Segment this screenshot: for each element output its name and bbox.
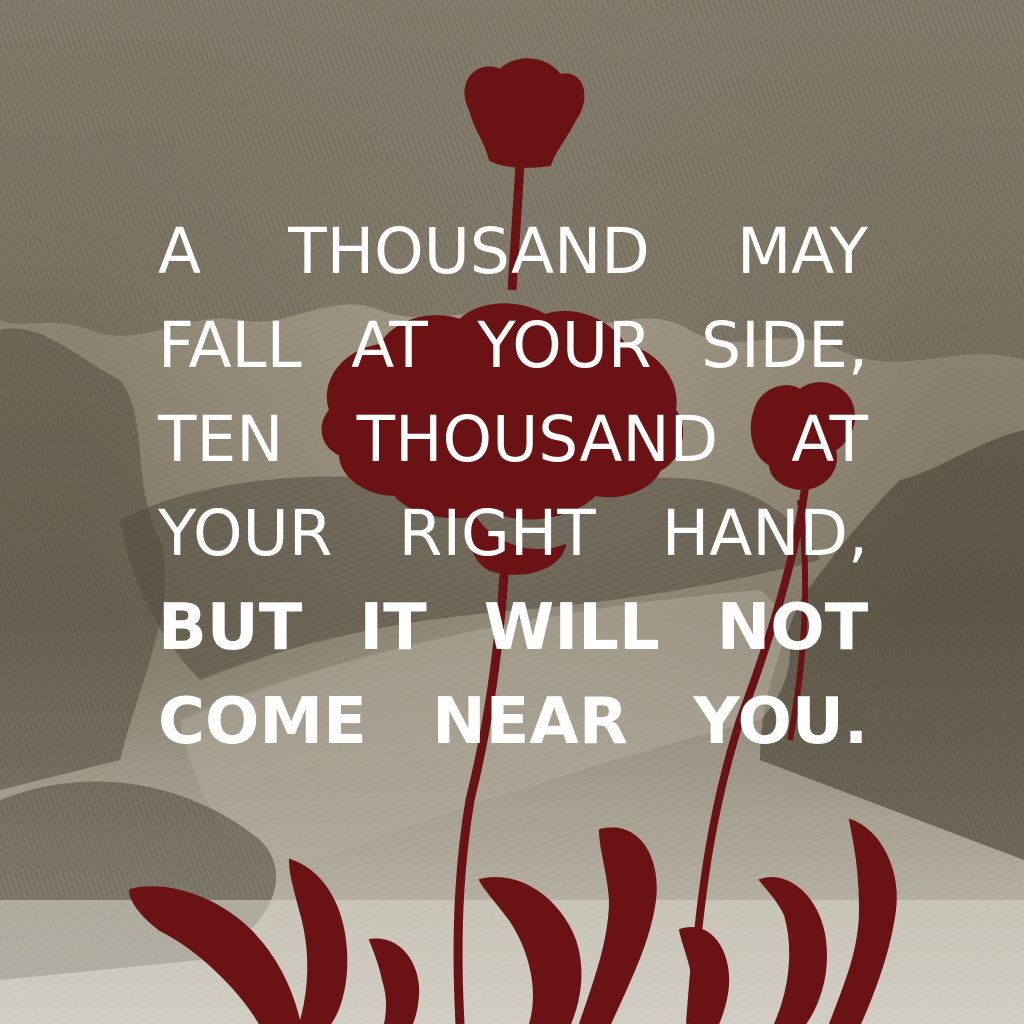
quote-line-5: BUT IT WILL NOT: [158, 591, 869, 665]
leaf-left-icon: [130, 887, 300, 1024]
top-bud-icon: [465, 59, 583, 167]
quote-line-1: A THOUSAND MAY: [158, 215, 868, 288]
quote-line-3: TEN THOUSAND AT: [158, 403, 868, 476]
quote-line-2: FALL AT YOUR SIDE,: [158, 309, 868, 382]
quote-text: [158, 205, 868, 769]
leaf-center-icon: [480, 878, 580, 1024]
quote-line-4: YOUR RIGHT HAND,: [158, 497, 868, 570]
quote-line-6: COME NEAR YOU.: [158, 685, 869, 759]
leaf-right-icon: [760, 878, 826, 1024]
